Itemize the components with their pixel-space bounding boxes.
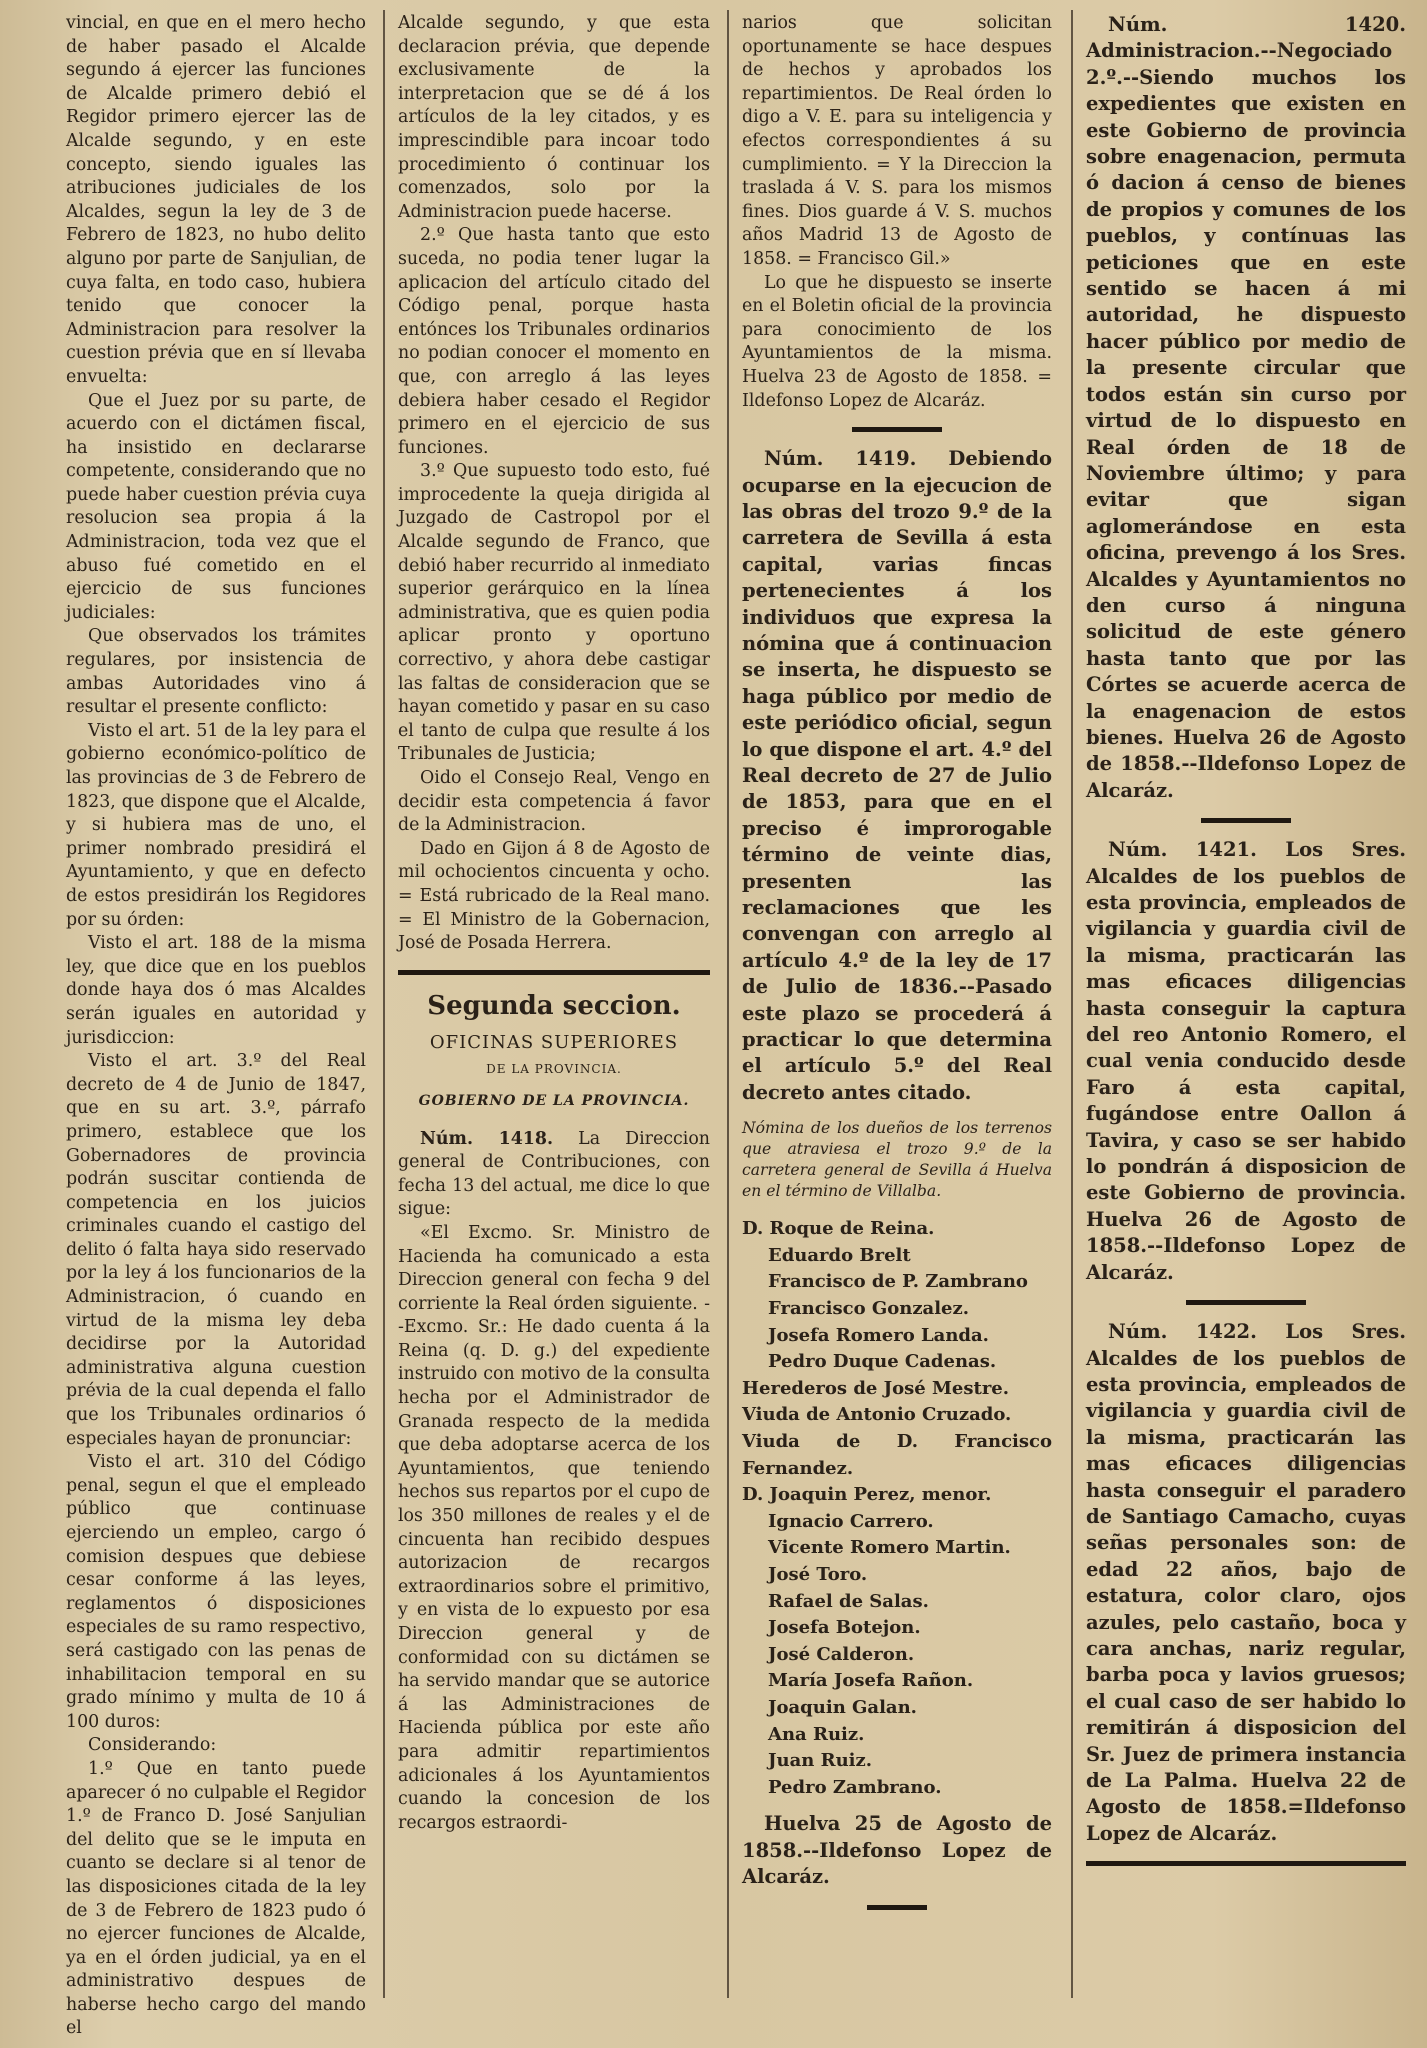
notice-number: Núm. 1420. [1108,13,1406,36]
list-item: Josefa Botejon. [768,1617,921,1639]
paragraph: Los Sres. Alcaldes de los pueblos de esta provincia, empleados de vigilancia y guardia civil de la misma, practicarán las mas eficaces diligencias hasta conseguir la captura del reo Antonio Romero, el cual venia conducido desde Faro á esta capital, fugándose entre Oallon á Tavira, y caso se ser habido lo pondrán á disposicion de este Gobierno de provincia. Huelva 26 de Agosto de 1858.--Ildefonso Lopez de Alcaráz. [1086,838,1407,1284]
paragraph: Visto el art. 188 de la misma ley, que dice que en los pueblos donde haya dos ó mas Alcaldes serán iguales en autoridad y jurisdiccion: [66,933,366,1048]
separator-rule [1086,1861,1406,1866]
paragraph: Los Sres. Alcaldes de los pueblos de esta provincia, empleados de vigilancia y guardia civil de la misma, practicarán las mas eficaces diligencias hasta conseguir el paradero de Santiago Camacho, cuyas señas personales son: de edad 22 años, bajo de estatura, color claro, ojos azules, pelo castaño, boca y cara anchas, nariz regular, barba poca y lavios gruesos; el cual caso de ser habido lo remitirán á disposicion del Sr. Juez de primera instancia de La Palma. Huelva 22 de Agosto de 1858.=Ildefonso Lopez de Alcaráz. [1086,1320,1407,1845]
list-item: Vicente Romero Martin. [768,1537,1011,1559]
paragraph: vincial, en que en el mero hecho de haber pasado el Alcalde segundo á ejercer las funciones de Alcalde primero debió el Regidor primero ejercer las de Alcalde segundo, y en este concepto, siendo iguales las atribuciones judiciales de los Alcaldes, segun la ley de 3 de Febrero de 1823, no hubo delito alguno por parte de Sanjulian, de cuya falta, en todo caso, hubiera tenido que conocer la Administracion para resolver la cuestion prévia que en sí llevaba envuelta: [66,13,366,387]
column-4 [1086,12,1406,2008]
separator-rule [867,1905,927,1910]
separator-rule [1186,1300,1306,1305]
paragraph: Debiendo ocuparse en la ejecucion de las obras del trozo 9.º de la carretera de Sevilla á esta capital, varias fincas pertenecientes á los individuos que expresa la nómina que á continuacion se inserta, he dispuesto se haga público por medio de este periódico oficial, segun lo que dispone el art. 4.º del Real decreto de 27 de Julio de 1853, para que en el preciso é improrogable término de veinte dias, presenten las reclamaciones que les convengan con arreglo al artículo 4.º de la ley de 17 de Julio de 1836.--Pasado este plazo se procederá á practicar lo que determina el artículo 5.º del Real decreto antes citado. [742,447,1052,1104]
column-divider [1071,10,1073,1998]
list-item: Joaquin Galan. [768,1696,917,1718]
paragraph: La Direccion general de Contribuciones, con fecha 13 del actual, me dice lo que sigue: [398,1128,710,1220]
paragraph: Alcalde segundo, y que esta declaracion prévia, que depende exclusivamente de la interpretacion que se dé á los artículos de la ley citados, y es imprescindible para incoar todo procedimiento ó continuar los comenzados, solo por la Administracion puede hacerse. [398,13,710,222]
notice-number: Núm. 1421. [1108,838,1257,862]
column-1 [66,12,366,2039]
list-item: D. Roque de Reina. [742,1218,935,1240]
list-item: Josefa Romero Landa. [768,1324,989,1346]
paragraph: Dado en Gijon á 8 de Agosto de mil ochocientos cincuenta y ocho. = Está rubricado de la Real mano. = El Ministro de la Gobernacion, José de Posada Herrera. [398,838,710,954]
column-divider [383,10,385,1998]
paragraph: 3.º Que supuesto todo esto, fué improcedente la queja dirigida al Juzgado de Castropol por el Alcalde segundo de Franco, que debió haber recurrido al inmediato superior gerárquico en la línea administrativa, que es quien podia aplicar pronto y oportuno correctivo, y ahora debe castigar las faltas de consideracion que se hayan cometido y pasar en su caso el tanto de culpa que resulte á los Tribunales de Justicia; [398,461,710,765]
list-item: Viuda de Antonio Cruzado. [742,1404,1012,1426]
notice-number: Núm. 1422. [1108,1320,1257,1344]
column-2 [398,12,710,2008]
nomina-heading: Nómina de los dueños de los terrenos que atraviesa el trozo 9.º de la carretera general de Sevilla á Huelva en el término de Villalba. [742,1119,1052,1201]
list-item: Francisco Gonzalez. [768,1298,969,1320]
list-item: José Toro. [768,1563,868,1585]
notice-number: Núm. 1419. [764,447,917,471]
section-rule [398,970,710,975]
list-item: María Josefa Rañon. [768,1670,974,1692]
list-item: Pedro Zambrano. [768,1776,942,1798]
list-item: José Calderon. [768,1643,915,1665]
separator-rule [1201,818,1291,823]
list-item: Francisco de P. Zambrano [768,1271,1028,1293]
notice-number: Núm. 1418. [420,1128,554,1149]
paragraph: «El Excmo. Sr. Ministro de Hacienda ha comunicado a esta Direccion general con fecha 9 del corriente la Real órden siguiente. --Excmo. Sr.: He dado cuenta á la Reina (q. D. g.) del expediente instruido con motivo de la consulta hecha por el Administrador de Granada respecto de la medida que deba adoptarse acerca de los Ayuntamientos, que teniendo hechos sus repartos por el cupo de los 350 millones de reales y el de cincuenta han recibido despues autorizacion de recargos extraordinarios sobre el primitivo, y en vista de lo expuesto por esa Direccion general y de conformidad con su dictámen se ha servido mandar que se autorice á las Administraciones de Hacienda pública por este año para admitir repartimientos adicionales á los Ayuntamientos cuando la concesion de los recargos estraordi- [398,1222,710,1833]
office-heading: GOBIERNO DE LA PROVINCIA. [418,1092,690,1109]
paragraph: Que observados los trámites regulares, por insistencia de ambas Autoridades vino á resultar el presente conflicto: [66,626,366,718]
paragraph: Considerando: [88,1735,217,1756]
paragraph: 1.º Que en tanto puede aparecer ó no culpable el Regidor 1.º de Franco D. José Sanjulian del delito que se le imputa en cuanto se declare si al tenor de las disposiciones citada de la ley de 3 de Febrero de 1823 pudo ó no ejercer funciones de Alcalde, ya en el órden judicial, ya en el administrativo despues de haberse hecho cargo del mando el [66,1758,366,2039]
paragraph: Visto el art. 3.º del Real decreto de 4 de Junio de 1847, que en su art. 3.º, párrafo primero, establece que los Gobernadores de provincia podrán suscitar contienda de competencia en los juicios criminales cuando el castigo del delito ó falta haya sido reservado por la ley á los funcionarios de la Administracion, ó cuando en virtud de la misma ley deba decidirse por la Autoridad administrativa alguna cuestion prévia de la cual dependa el fallo que los Tribunales ordinarios ó especiales hayan de pronunciar: [66,1051,366,1449]
list-item: Pedro Duque Cadenas. [768,1351,997,1373]
paragraph: Administracion.--Negociado 2.º.--Siendo muchos los expedientes que existen en este Gobierno de provincia sobre enagenacion, permuta ó dacion á censo de bienes de propios y comunes de los pueblos, y contínuas las peticiones que en este sentido se hacen á mi autoridad, he dispuesto hacer público por medio de la presente circular que todos están sin curso por virtud de lo dispuesto en Real órden de 18 de Noviembre último; y para evitar que sigan aglomerándose en esta oficina, prevengo á los Sres. Alcaldes y Ayuntamientos no den curso á ninguna solicitud de este género hasta tanto que por las Córtes se acuerde acerca de la enagenacion de estos bienes. Huelva 26 de Agosto de 1858.--Ildefonso Lopez de Alcaráz. [1086,39,1406,802]
closing-signature: Huelva 25 de Agosto de 1858.--Ildefonso Lopez de Alcaráz. [742,1812,1052,1889]
list-item: Herederos de José Mestre. [742,1377,1010,1399]
paragraph: 2.º Que hasta tanto que esto suceda, no podia tener lugar la aplicacion del artículo citado del Código penal, porque hasta entónces los Tribunales ordinarios no podian conocer el momento en que, con arreglo á las leyes debiera haber cesado el Regidor primero en el ejercicio de sus funciones. [398,225,710,458]
section-heading: Segunda seccion. [427,990,681,1021]
column-3 [742,12,1052,2008]
owner-list [742,1216,1052,1801]
list-item: D. Joaquin Perez, menor. [742,1484,992,1506]
list-item: Viuda de D. Francisco Fernandez. [742,1431,1052,1479]
list-item: Rafael de Salas. [768,1590,929,1612]
paragraph: Oido el Consejo Real, Vengo en decidir esta competencia á favor de la Administracion. [398,768,710,836]
list-item: Eduardo Brelt [768,1244,911,1266]
subsection-subheading: DE LA PROVINCIA. [486,1062,622,1077]
paragraph: Lo que he dispuesto se inserte en el Boletin oficial de la provincia para conocimiento de los Ayuntamientos de la misma. Huelva 23 de Agosto de 1858. = Ildefonso Lopez de Alcaráz. [742,272,1052,411]
list-item: Ana Ruiz. [768,1723,865,1745]
column-divider [727,10,729,1998]
list-item: Ignacio Carrero. [768,1510,934,1532]
separator-rule [852,427,942,432]
list-item: Juan Ruiz. [768,1750,872,1772]
paragraph: Que el Juez por su parte, de acuerdo con el dictámen fiscal, ha insistido en declararse competente, considerando que no puede haber cuestion prévia cuya resolucion sea propia á la Administracion, toda vez que el abuso fué cometido en el ejercicio de sus funciones judiciales: [66,390,366,623]
paragraph: narios que solicitan oportunamente se hace despues de hechos y aprobados los repartimientos. De Real órden lo digo a V. E. para su inteligencia y efectos correspondientes á su cumplimiento. = Y la Direccion la traslada á V. S. para los mismos fines. Dios guarde á V. S. muchos años Madrid 13 de Agosto de 1858. = Francisco Gil.» [742,13,1052,269]
paragraph: Visto el art. 310 del Código penal, segun el que el empleado público que continuase ejerciendo un empleo, cargo ó comision despues que debiese cesar conforme á las leyes, reglamentos ó disposiciones especiales de su ramo respectivo, será castigado con las penas de inhabilitacion temporal en su grado mínimo y multa de 10 á 100 duros: [66,1452,366,1732]
subsection-heading: OFICINAS SUPERIORES [429,1031,679,1053]
paragraph: Visto el art. 51 de la ley para el gobierno económico-político de las provincias de 3 de Febrero de 1823, que dispone que el Alcalde, y si hubiera mas de uno, el primer nombrado presidirá el Ayuntamiento, y que en defecto de estos presidirán los Regidores por su órden: [66,720,366,930]
